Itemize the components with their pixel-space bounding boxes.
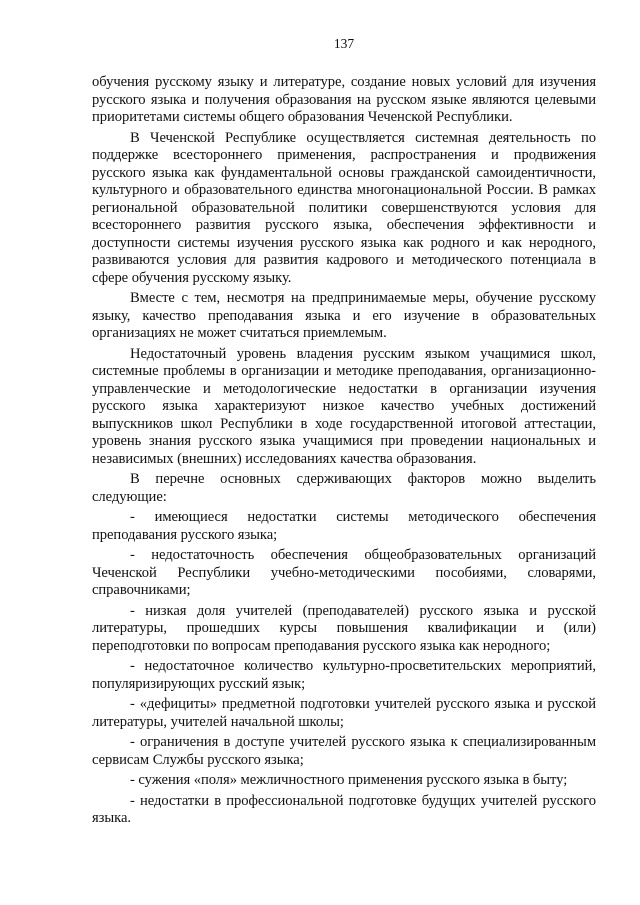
list-item: - ограничения в доступе учителей русского языка к специализированным сервисам Службы русского языка; [92, 734, 596, 768]
paragraph: В перечне основных сдерживающих факторов можно выделить следующие: [92, 471, 596, 505]
paragraph: Вместе с тем, несмотря на предпринимаемые меры, обучение русскому языку, качество преподавания языка и его изучение в образовательных организациях не может считаться приемлемым. [92, 290, 596, 341]
list-item: - имеющиеся недостатки системы методического обеспечения преподавания русского языка; [92, 509, 596, 543]
list-item: - недостаточность обеспечения общеобразовательных организаций Чеченской Республики учебно-методическими пособиями, словарями, справочниками; [92, 547, 596, 598]
page-number: 137 [333, 36, 355, 51]
paragraph: Недостаточный уровень владения русским языком учащимися школ, системные проблемы в организации и методике преподавания, организационно-управленческие и методологические недостатки в организации изучения русского языка характеризуют низкое качество учебных достижений выпускников школ Республики в ходе государственной итоговой аттестации, уровень знания русского языка учащимися при проведении национальных и независимых (внешних) исследованиях качества образования. [92, 345, 596, 467]
document-body [92, 74, 596, 828]
list-item: - «дефициты» предметной подготовки учителей русского языка и русской литературы, учителей начальной школы; [92, 696, 596, 730]
paragraph: обучения русскому языку и литературе, создание новых условий для изучения русского языка и получения образования на русском языке являются целевыми приоритетами системы общего образования Чеченской Республики. [92, 74, 596, 125]
paragraph: В Чеченской Республике осуществляется системная деятельность по поддержке всестороннего применения, распространения и продвижения русского языка как фундаментальной основы гражданской самоидентичности, культурного и образовательного единства многонациональной России. В рамках региональной образовательной политики совершенствуются условия для всестороннего развития русского языка, обеспечения эффективности и доступности системы изучения русского языка как родного и как неродного, развиваются условия для развития кадрового и методического потенциала в сфере обучения русскому языку. [92, 129, 596, 286]
list-item: - недостаточное количество культурно-просветительских мероприятий, популяризирующих русский язык; [92, 658, 596, 692]
list-item: - сужения «поля» межличностного применения русского языка в быту; [130, 772, 568, 788]
list-item: - низкая доля учителей (преподавателей) русского языка и русской литературы, прошедших курсы повышения квалификации и (или) переподготовки по вопросам преподавания русского языка как неродного; [92, 602, 596, 654]
list-item: - недостатки в профессиональной подготовке будущих учителей русского языка. [92, 792, 596, 826]
